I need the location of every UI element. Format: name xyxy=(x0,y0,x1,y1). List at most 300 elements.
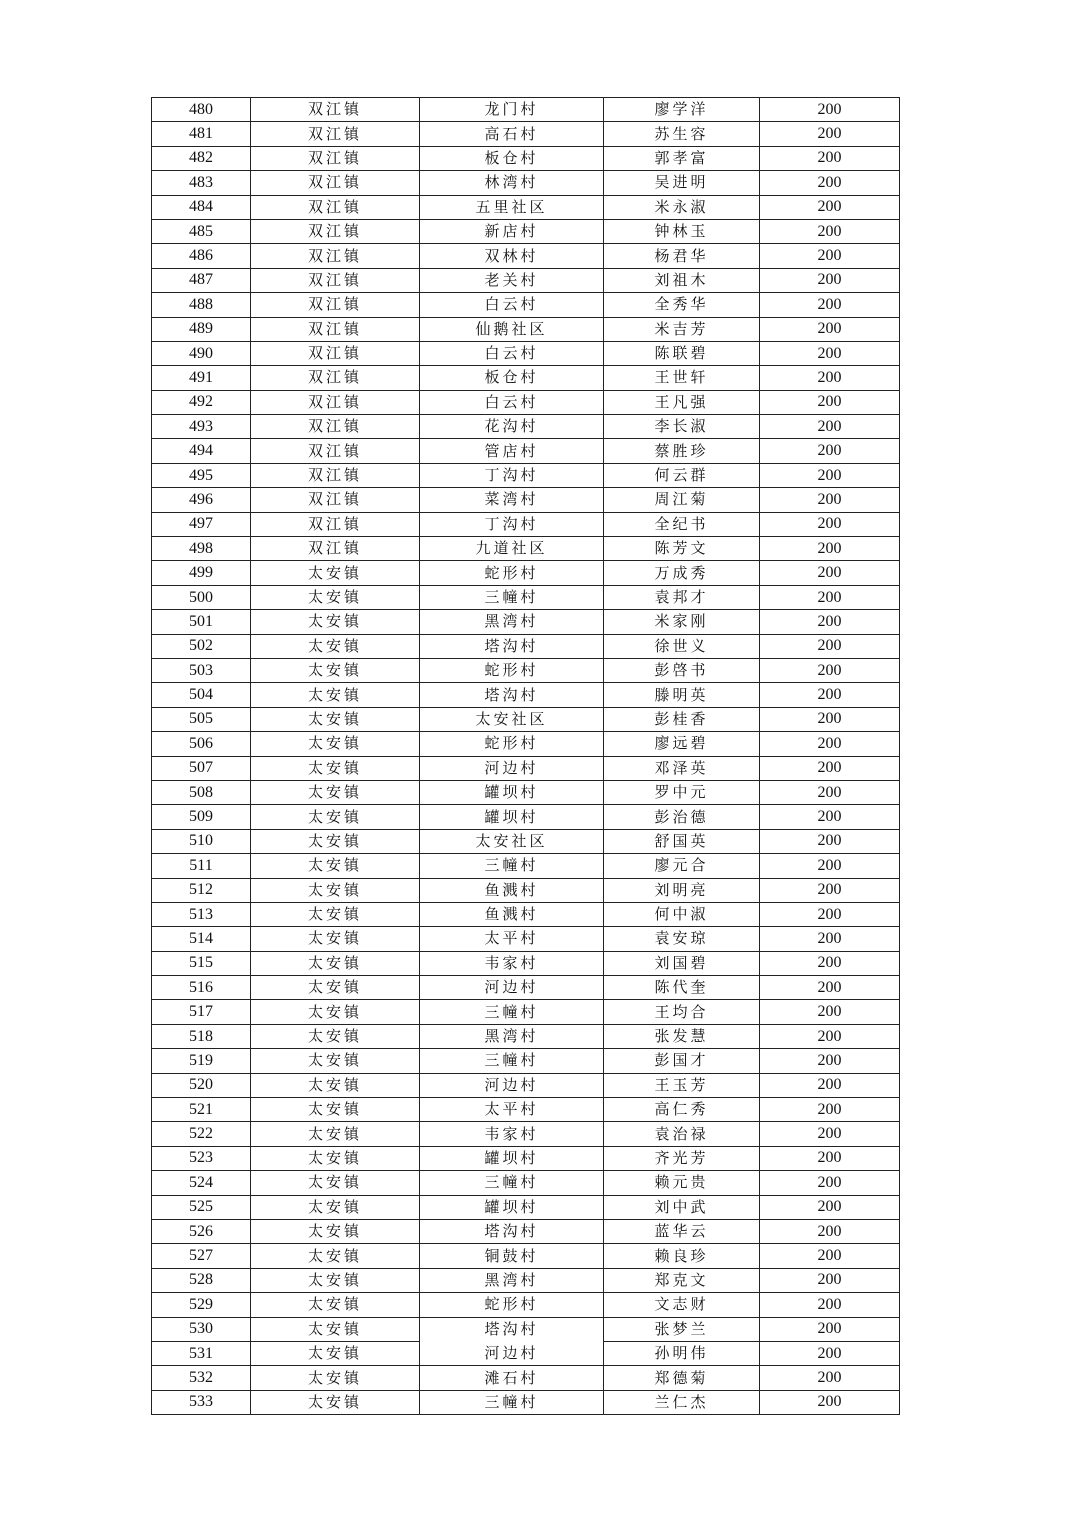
row-number-cell: 508 xyxy=(152,780,251,804)
person-name-cell: 彭桂香 xyxy=(604,707,760,731)
row-number-cell: 533 xyxy=(152,1390,251,1414)
town-cell: 太安镇 xyxy=(251,878,420,902)
table-row xyxy=(152,1293,900,1317)
row-number-cell: 516 xyxy=(152,976,251,1000)
row-number-cell: 507 xyxy=(152,756,251,780)
town-cell: 太安镇 xyxy=(251,1073,420,1097)
table-row xyxy=(152,244,900,268)
table-row xyxy=(152,537,900,561)
town-cell: 太安镇 xyxy=(251,561,420,585)
person-name-cell: 张发慧 xyxy=(604,1024,760,1048)
village-cell: 白云村 xyxy=(420,293,604,317)
table-row xyxy=(152,1268,900,1292)
person-name-cell: 赖良珍 xyxy=(604,1244,760,1268)
table-row xyxy=(152,585,900,609)
amount-cell: 200 xyxy=(760,902,900,926)
row-number-cell: 484 xyxy=(152,195,251,219)
person-name-cell: 刘祖木 xyxy=(604,268,760,292)
table-row xyxy=(152,415,900,439)
row-number-cell: 501 xyxy=(152,610,251,634)
village-cell: 铜鼓村 xyxy=(420,1244,604,1268)
town-cell: 太安镇 xyxy=(251,585,420,609)
person-name-cell: 廖元合 xyxy=(604,854,760,878)
town-cell: 太安镇 xyxy=(251,1366,420,1390)
row-number-cell: 486 xyxy=(152,244,251,268)
town-cell: 太安镇 xyxy=(251,1390,420,1414)
amount-cell: 200 xyxy=(760,537,900,561)
town-cell: 太安镇 xyxy=(251,1317,420,1341)
amount-cell: 200 xyxy=(760,219,900,243)
town-cell: 双江镇 xyxy=(251,171,420,195)
village-cell: 新店村 xyxy=(420,219,604,243)
table-row xyxy=(152,1049,900,1073)
table-row xyxy=(152,1098,900,1122)
town-cell: 双江镇 xyxy=(251,146,420,170)
person-name-cell: 王世轩 xyxy=(604,366,760,390)
table-row xyxy=(152,390,900,414)
amount-cell: 200 xyxy=(760,293,900,317)
amount-cell: 200 xyxy=(760,171,900,195)
amount-cell: 200 xyxy=(760,1098,900,1122)
amount-cell: 200 xyxy=(760,415,900,439)
person-name-cell: 米吉芳 xyxy=(604,317,760,341)
row-number-cell: 524 xyxy=(152,1171,251,1195)
table-row xyxy=(152,878,900,902)
village-cell: 板仓村 xyxy=(420,146,604,170)
person-name-cell: 郑德菊 xyxy=(604,1366,760,1390)
table-row xyxy=(152,829,900,853)
person-name-cell: 王凡强 xyxy=(604,390,760,414)
row-number-cell: 503 xyxy=(152,658,251,682)
town-cell: 太安镇 xyxy=(251,1219,420,1243)
person-name-cell: 何中淑 xyxy=(604,902,760,926)
row-number-cell: 519 xyxy=(152,1049,251,1073)
person-name-cell: 李长淑 xyxy=(604,415,760,439)
row-number-cell: 505 xyxy=(152,707,251,731)
table-row xyxy=(152,122,900,146)
town-cell: 双江镇 xyxy=(251,122,420,146)
row-number-cell: 532 xyxy=(152,1366,251,1390)
table-row xyxy=(152,1024,900,1048)
amount-cell: 200 xyxy=(760,512,900,536)
row-number-cell: 520 xyxy=(152,1073,251,1097)
table-row xyxy=(152,927,900,951)
village-cell: 河边村 xyxy=(420,1341,604,1365)
row-number-cell: 518 xyxy=(152,1024,251,1048)
amount-cell: 200 xyxy=(760,268,900,292)
amount-cell: 200 xyxy=(760,585,900,609)
village-cell: 韦家村 xyxy=(420,951,604,975)
row-number-cell: 512 xyxy=(152,878,251,902)
village-cell: 塔沟村 xyxy=(420,683,604,707)
amount-cell: 200 xyxy=(760,927,900,951)
row-number-cell: 498 xyxy=(152,537,251,561)
person-name-cell: 邓泽英 xyxy=(604,756,760,780)
village-cell: 三幢村 xyxy=(420,585,604,609)
person-name-cell: 吴进明 xyxy=(604,171,760,195)
town-cell: 双江镇 xyxy=(251,463,420,487)
row-number-cell: 511 xyxy=(152,854,251,878)
amount-cell: 200 xyxy=(760,1219,900,1243)
person-name-cell: 廖学洋 xyxy=(604,98,760,122)
town-cell: 双江镇 xyxy=(251,219,420,243)
amount-cell: 200 xyxy=(760,341,900,365)
person-name-cell: 何云群 xyxy=(604,463,760,487)
table-row xyxy=(152,756,900,780)
town-cell: 太安镇 xyxy=(251,927,420,951)
table-body xyxy=(152,98,900,1415)
village-cell: 河边村 xyxy=(420,1073,604,1097)
village-cell: 三幢村 xyxy=(420,1390,604,1414)
amount-cell: 200 xyxy=(760,829,900,853)
amount-cell: 200 xyxy=(760,658,900,682)
amount-cell: 200 xyxy=(760,707,900,731)
row-number-cell: 490 xyxy=(152,341,251,365)
person-name-cell: 廖远碧 xyxy=(604,732,760,756)
row-number-cell: 481 xyxy=(152,122,251,146)
amount-cell: 200 xyxy=(760,1122,900,1146)
village-cell: 太安社区 xyxy=(420,707,604,731)
town-cell: 太安镇 xyxy=(251,1171,420,1195)
person-name-cell: 袁治禄 xyxy=(604,1122,760,1146)
person-name-cell: 齐光芳 xyxy=(604,1146,760,1170)
town-cell: 太安镇 xyxy=(251,1244,420,1268)
table-row xyxy=(152,951,900,975)
amount-cell: 200 xyxy=(760,1171,900,1195)
row-number-cell: 487 xyxy=(152,268,251,292)
person-name-cell: 杨君华 xyxy=(604,244,760,268)
row-number-cell: 499 xyxy=(152,561,251,585)
village-cell: 五里社区 xyxy=(420,195,604,219)
table-row xyxy=(152,341,900,365)
table-row xyxy=(152,171,900,195)
town-cell: 太安镇 xyxy=(251,1024,420,1048)
amount-cell: 200 xyxy=(760,1000,900,1024)
person-name-cell: 彭啓书 xyxy=(604,658,760,682)
town-cell: 双江镇 xyxy=(251,488,420,512)
village-cell: 河边村 xyxy=(420,756,604,780)
person-name-cell: 万成秀 xyxy=(604,561,760,585)
person-name-cell: 全秀华 xyxy=(604,293,760,317)
person-name-cell: 孙明伟 xyxy=(604,1341,760,1365)
row-number-cell: 517 xyxy=(152,1000,251,1024)
amount-cell: 200 xyxy=(760,463,900,487)
table-row xyxy=(152,439,900,463)
table-row xyxy=(152,317,900,341)
town-cell: 太安镇 xyxy=(251,780,420,804)
village-cell: 白云村 xyxy=(420,390,604,414)
table-row xyxy=(152,1366,900,1390)
person-name-cell: 郑克文 xyxy=(604,1268,760,1292)
amount-cell: 200 xyxy=(760,805,900,829)
amount-cell: 200 xyxy=(760,854,900,878)
town-cell: 太安镇 xyxy=(251,1293,420,1317)
row-number-cell: 493 xyxy=(152,415,251,439)
person-name-cell: 袁邦才 xyxy=(604,585,760,609)
person-name-cell: 陈联碧 xyxy=(604,341,760,365)
amount-cell: 200 xyxy=(760,366,900,390)
table-row xyxy=(152,658,900,682)
village-cell: 塔沟村 xyxy=(420,1317,604,1341)
town-cell: 太安镇 xyxy=(251,610,420,634)
table-row xyxy=(152,1122,900,1146)
town-cell: 太安镇 xyxy=(251,1049,420,1073)
amount-cell: 200 xyxy=(760,561,900,585)
table-row xyxy=(152,268,900,292)
table-row xyxy=(152,902,900,926)
amount-cell: 200 xyxy=(760,1317,900,1341)
village-cell: 双林村 xyxy=(420,244,604,268)
person-name-cell: 苏生容 xyxy=(604,122,760,146)
person-name-cell: 罗中元 xyxy=(604,780,760,804)
village-cell: 罐坝村 xyxy=(420,780,604,804)
amount-cell: 200 xyxy=(760,390,900,414)
town-cell: 双江镇 xyxy=(251,98,420,122)
row-number-cell: 529 xyxy=(152,1293,251,1317)
town-cell: 双江镇 xyxy=(251,195,420,219)
amount-cell: 200 xyxy=(760,1293,900,1317)
person-name-cell: 舒国英 xyxy=(604,829,760,853)
village-cell: 三幢村 xyxy=(420,854,604,878)
person-name-cell: 米永淑 xyxy=(604,195,760,219)
town-cell: 太安镇 xyxy=(251,1341,420,1365)
person-name-cell: 彭治德 xyxy=(604,805,760,829)
town-cell: 双江镇 xyxy=(251,439,420,463)
village-cell: 菜湾村 xyxy=(420,488,604,512)
town-cell: 太安镇 xyxy=(251,829,420,853)
row-number-cell: 515 xyxy=(152,951,251,975)
person-name-cell: 滕明英 xyxy=(604,683,760,707)
person-name-cell: 米家刚 xyxy=(604,610,760,634)
town-cell: 太安镇 xyxy=(251,805,420,829)
table-row xyxy=(152,1244,900,1268)
town-cell: 太安镇 xyxy=(251,976,420,1000)
town-cell: 太安镇 xyxy=(251,732,420,756)
person-name-cell: 文志财 xyxy=(604,1293,760,1317)
amount-cell: 200 xyxy=(760,1195,900,1219)
table-row xyxy=(152,976,900,1000)
amount-cell: 200 xyxy=(760,439,900,463)
amount-cell: 200 xyxy=(760,976,900,1000)
table-row xyxy=(152,146,900,170)
village-cell: 林湾村 xyxy=(420,171,604,195)
table-row xyxy=(152,195,900,219)
row-number-cell: 494 xyxy=(152,439,251,463)
amount-cell: 200 xyxy=(760,244,900,268)
village-cell: 黑湾村 xyxy=(420,1024,604,1048)
amount-cell: 200 xyxy=(760,634,900,658)
amount-cell: 200 xyxy=(760,195,900,219)
table-row xyxy=(152,805,900,829)
amount-cell: 200 xyxy=(760,488,900,512)
row-number-cell: 489 xyxy=(152,317,251,341)
person-name-cell: 兰仁杰 xyxy=(604,1390,760,1414)
town-cell: 双江镇 xyxy=(251,268,420,292)
town-cell: 双江镇 xyxy=(251,537,420,561)
village-cell: 塔沟村 xyxy=(420,1219,604,1243)
amount-cell: 200 xyxy=(760,951,900,975)
table-row xyxy=(152,512,900,536)
village-cell: 黑湾村 xyxy=(420,610,604,634)
person-name-cell: 王均合 xyxy=(604,1000,760,1024)
row-number-cell: 492 xyxy=(152,390,251,414)
town-cell: 双江镇 xyxy=(251,366,420,390)
row-number-cell: 531 xyxy=(152,1341,251,1365)
person-name-cell: 彭国才 xyxy=(604,1049,760,1073)
amount-cell: 200 xyxy=(760,610,900,634)
person-name-cell: 张梦兰 xyxy=(604,1317,760,1341)
table-row xyxy=(152,683,900,707)
table-row xyxy=(152,1171,900,1195)
beneficiary-table xyxy=(151,97,900,1415)
row-number-cell: 483 xyxy=(152,171,251,195)
village-cell: 丁沟村 xyxy=(420,463,604,487)
row-number-cell: 485 xyxy=(152,219,251,243)
table-row xyxy=(152,610,900,634)
row-number-cell: 496 xyxy=(152,488,251,512)
row-number-cell: 502 xyxy=(152,634,251,658)
amount-cell: 200 xyxy=(760,122,900,146)
person-name-cell: 袁安琼 xyxy=(604,927,760,951)
amount-cell: 200 xyxy=(760,756,900,780)
row-number-cell: 504 xyxy=(152,683,251,707)
row-number-cell: 510 xyxy=(152,829,251,853)
town-cell: 太安镇 xyxy=(251,951,420,975)
row-number-cell: 480 xyxy=(152,98,251,122)
amount-cell: 200 xyxy=(760,1268,900,1292)
amount-cell: 200 xyxy=(760,1390,900,1414)
village-cell: 九道社区 xyxy=(420,537,604,561)
row-number-cell: 522 xyxy=(152,1122,251,1146)
town-cell: 双江镇 xyxy=(251,512,420,536)
village-cell: 蛇形村 xyxy=(420,732,604,756)
person-name-cell: 刘国碧 xyxy=(604,951,760,975)
person-name-cell: 赖元贵 xyxy=(604,1171,760,1195)
table-row xyxy=(152,854,900,878)
amount-cell: 200 xyxy=(760,878,900,902)
village-cell: 罐坝村 xyxy=(420,805,604,829)
amount-cell: 200 xyxy=(760,1073,900,1097)
person-name-cell: 高仁秀 xyxy=(604,1098,760,1122)
village-cell: 白云村 xyxy=(420,341,604,365)
town-cell: 太安镇 xyxy=(251,854,420,878)
village-cell: 丁沟村 xyxy=(420,512,604,536)
table-row xyxy=(152,732,900,756)
village-cell: 蛇形村 xyxy=(420,561,604,585)
person-name-cell: 蔡胜珍 xyxy=(604,439,760,463)
table-row xyxy=(152,1390,900,1414)
village-cell: 鱼溅村 xyxy=(420,878,604,902)
table-row xyxy=(152,293,900,317)
village-cell: 板仓村 xyxy=(420,366,604,390)
village-cell: 三幢村 xyxy=(420,1171,604,1195)
row-number-cell: 491 xyxy=(152,366,251,390)
town-cell: 双江镇 xyxy=(251,415,420,439)
town-cell: 太安镇 xyxy=(251,1098,420,1122)
row-number-cell: 488 xyxy=(152,293,251,317)
amount-cell: 200 xyxy=(760,732,900,756)
village-cell: 管店村 xyxy=(420,439,604,463)
amount-cell: 200 xyxy=(760,1341,900,1365)
village-cell: 黑湾村 xyxy=(420,1268,604,1292)
village-cell: 蛇形村 xyxy=(420,658,604,682)
row-number-cell: 526 xyxy=(152,1219,251,1243)
person-name-cell: 刘中武 xyxy=(604,1195,760,1219)
row-number-cell: 495 xyxy=(152,463,251,487)
person-name-cell: 徐世义 xyxy=(604,634,760,658)
village-cell: 滩石村 xyxy=(420,1366,604,1390)
row-number-cell: 497 xyxy=(152,512,251,536)
row-number-cell: 482 xyxy=(152,146,251,170)
row-number-cell: 530 xyxy=(152,1317,251,1341)
village-cell: 老关村 xyxy=(420,268,604,292)
row-number-cell: 528 xyxy=(152,1268,251,1292)
amount-cell: 200 xyxy=(760,98,900,122)
row-number-cell: 521 xyxy=(152,1098,251,1122)
town-cell: 太安镇 xyxy=(251,756,420,780)
person-name-cell: 王玉芳 xyxy=(604,1073,760,1097)
town-cell: 太安镇 xyxy=(251,1146,420,1170)
amount-cell: 200 xyxy=(760,1024,900,1048)
person-name-cell: 郭孝富 xyxy=(604,146,760,170)
table-row xyxy=(152,488,900,512)
table-row xyxy=(152,1219,900,1243)
table-row xyxy=(152,634,900,658)
row-number-cell: 513 xyxy=(152,902,251,926)
table-row xyxy=(152,1146,900,1170)
village-cell: 太平村 xyxy=(420,927,604,951)
village-cell: 三幢村 xyxy=(420,1049,604,1073)
person-name-cell: 陈代奎 xyxy=(604,976,760,1000)
amount-cell: 200 xyxy=(760,146,900,170)
village-cell: 龙门村 xyxy=(420,98,604,122)
amount-cell: 200 xyxy=(760,1244,900,1268)
person-name-cell: 陈芳文 xyxy=(604,537,760,561)
table-row xyxy=(152,1317,900,1341)
person-name-cell: 刘明亮 xyxy=(604,878,760,902)
table-row xyxy=(152,1073,900,1097)
person-name-cell: 周江菊 xyxy=(604,488,760,512)
town-cell: 太安镇 xyxy=(251,683,420,707)
amount-cell: 200 xyxy=(760,317,900,341)
table-row xyxy=(152,1000,900,1024)
town-cell: 太安镇 xyxy=(251,1268,420,1292)
village-cell: 蛇形村 xyxy=(420,1293,604,1317)
town-cell: 太安镇 xyxy=(251,1122,420,1146)
village-cell: 仙鹅社区 xyxy=(420,317,604,341)
town-cell: 双江镇 xyxy=(251,293,420,317)
village-cell: 花沟村 xyxy=(420,415,604,439)
table-row xyxy=(152,1195,900,1219)
person-name-cell: 蓝华云 xyxy=(604,1219,760,1243)
town-cell: 太安镇 xyxy=(251,634,420,658)
village-cell: 高石村 xyxy=(420,122,604,146)
town-cell: 双江镇 xyxy=(251,341,420,365)
village-cell: 韦家村 xyxy=(420,1122,604,1146)
amount-cell: 200 xyxy=(760,683,900,707)
village-cell: 塔沟村 xyxy=(420,634,604,658)
town-cell: 太安镇 xyxy=(251,707,420,731)
town-cell: 双江镇 xyxy=(251,317,420,341)
amount-cell: 200 xyxy=(760,780,900,804)
table-row xyxy=(152,366,900,390)
row-number-cell: 500 xyxy=(152,585,251,609)
table-row xyxy=(152,780,900,804)
table-row xyxy=(152,463,900,487)
town-cell: 太安镇 xyxy=(251,1195,420,1219)
table-row xyxy=(152,707,900,731)
row-number-cell: 506 xyxy=(152,732,251,756)
